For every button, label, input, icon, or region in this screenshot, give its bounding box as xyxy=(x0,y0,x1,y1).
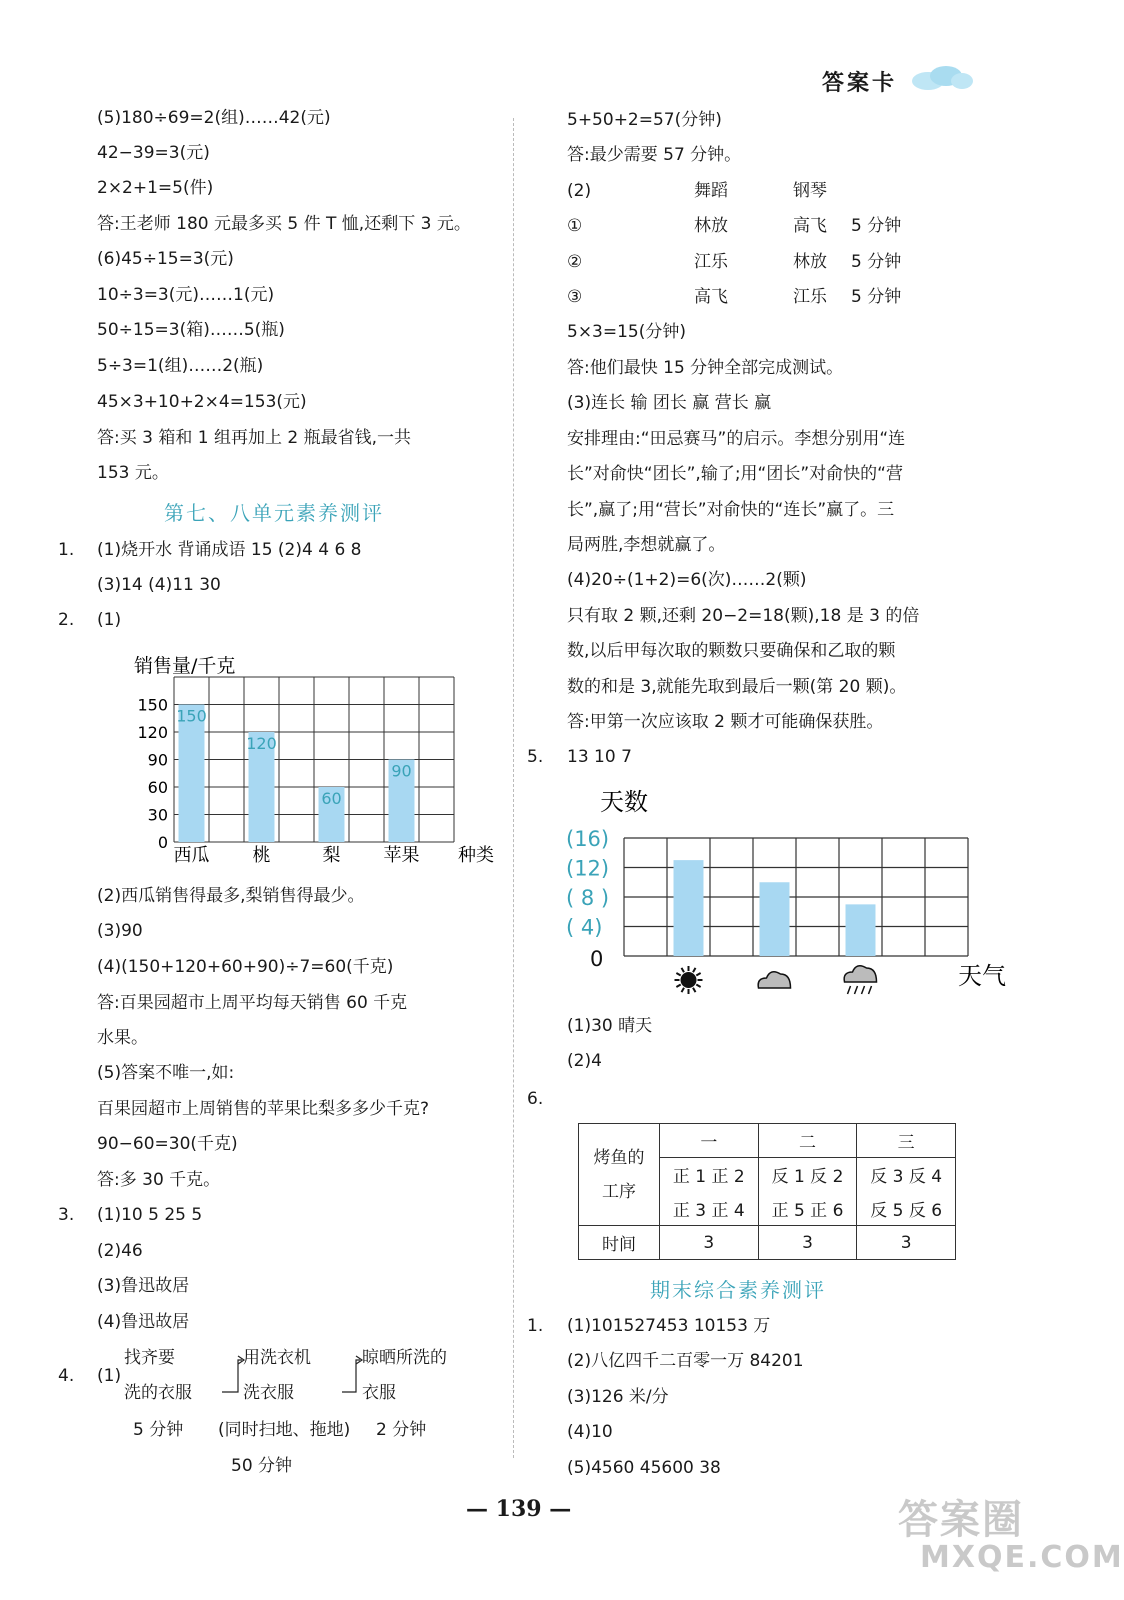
right-line-answer: 答:他们最快 15 分钟全部完成测试。 xyxy=(567,358,844,378)
round-2-piano: 林放 xyxy=(793,252,827,272)
q4-part4-answer: 答:甲第一次应该取 2 颗才可能确保获胜。 xyxy=(567,712,884,732)
left-line-9: 45×3+10+2×4=153(元) xyxy=(97,392,307,412)
header-title: 答案卡 xyxy=(822,71,898,96)
q5-part2: (2)4 xyxy=(567,1051,602,1071)
q1-number: 1. xyxy=(58,540,75,560)
q3-part3: (3)鲁迅故居 xyxy=(97,1276,190,1296)
final-q1-part4: (4)10 xyxy=(567,1422,613,1442)
left-line-1: (5)180÷69=2(组)……42(元) xyxy=(97,108,331,128)
q4-part4-line-3: 数的和是 3,就能先取到最后一颗(第 20 颗)。 xyxy=(567,677,907,697)
chart2-xlabel: 天气 xyxy=(958,962,1006,990)
round-3-number: ③ xyxy=(567,287,583,307)
q3-part4: (4)鲁迅故居 xyxy=(97,1312,190,1332)
chart1-xtick: 桃 xyxy=(252,845,271,866)
q2-answer4: 答:百果园超市上周平均每天销售 60 千克 xyxy=(97,993,408,1013)
header-dance: 舞蹈 xyxy=(694,181,728,201)
cloud-icon xyxy=(758,972,790,988)
reason-line-3: 长”,赢了;用“营长”对俞快的“连长”赢了。三 xyxy=(567,500,895,520)
table-col-2: 二 xyxy=(758,1124,857,1158)
chart1-ytick: 60 xyxy=(147,778,168,797)
q3-part1: (1)10 5 25 5 xyxy=(97,1205,203,1225)
chart1-data-label: 120 xyxy=(246,734,277,753)
round-2-dance: 江乐 xyxy=(694,252,728,272)
chart1-data-label: 150 xyxy=(176,706,207,726)
q6-number: 6. xyxy=(527,1089,544,1109)
q1-answer-b: (3)14 (4)11 30 xyxy=(97,575,221,595)
page-number: — 139 — xyxy=(466,1496,572,1522)
q2-number: 2. xyxy=(58,610,75,630)
chart1-xtick: 苹果 xyxy=(383,845,420,866)
left-line-4: 答:王老师 180 元最多买 5 件 T 恤,还剩下 3 元。 xyxy=(97,214,471,234)
reason-line-2: 长”对俞快“团长”,输了;用“团长”对俞快的“营 xyxy=(567,464,903,484)
right-line-calc: 5×3=15(分钟) xyxy=(567,322,687,342)
q3-number: 3. xyxy=(58,1205,75,1225)
watermark-logo-text: 答案圈 xyxy=(898,1497,1024,1543)
flow-step1-line2: 洗的衣服 xyxy=(124,1383,192,1403)
section-title-unit7-8: 第七、八单元素养测评 xyxy=(164,501,384,525)
right-line-1: 5+50+2=57(分钟) xyxy=(567,110,722,130)
chart1-ytick: 30 xyxy=(147,805,168,825)
chart2-bar-2 xyxy=(760,882,790,956)
round-3-time: 5 分钟 xyxy=(851,287,902,307)
final-q1-number: 1. xyxy=(527,1316,544,1336)
rain-drops-icon xyxy=(848,986,872,994)
left-line-2: 42−39=3(元) xyxy=(97,143,210,163)
fruit-sales-chart xyxy=(126,650,494,870)
q4-part4-line-1: 只有取 2 颗,还剩 20−2=18(颗),18 是 3 的倍 xyxy=(567,606,920,626)
table-time-label: 时间 xyxy=(579,1226,660,1260)
q5-part1: (1)30 晴天 xyxy=(567,1016,653,1036)
chart2-bar-3 xyxy=(846,904,876,956)
flow-arrows xyxy=(200,1352,370,1402)
left-line-8: 5÷3=1(组)……2(瓶) xyxy=(97,356,264,376)
round-1-piano: 高飞 xyxy=(793,216,827,236)
weather-days-chart xyxy=(560,782,1006,1002)
chart2-ytick: 0 xyxy=(590,947,604,971)
reason-line-4: 局两胜,李想就赢了。 xyxy=(567,535,726,555)
left-line-7: 50÷15=3(箱)……5(瓶) xyxy=(97,320,285,340)
table-cell-1-2: 反 1 反 2 xyxy=(758,1158,857,1192)
flow-step2-line1: 用洗衣机 xyxy=(243,1348,311,1368)
round-3-dance: 高飞 xyxy=(694,287,728,307)
left-line-11: 153 元。 xyxy=(97,463,169,483)
chart1-ytick: 120 xyxy=(137,723,168,742)
rain-icon xyxy=(844,966,876,982)
q2-part5-calc: 90−60=30(千克) xyxy=(97,1134,238,1154)
section-title-final: 期末综合素养测评 xyxy=(650,1278,826,1302)
q2-part5-answer: 答:多 30 千克。 xyxy=(97,1170,221,1190)
chart2-ytick: ( 4) xyxy=(566,915,603,940)
q4-part1: (1) xyxy=(97,1366,122,1386)
q2-part5-question: 百果园超市上周销售的苹果比梨多多少千克? xyxy=(97,1099,430,1119)
flow-time-3: 2 分钟 xyxy=(376,1420,427,1440)
round-3-piano: 江乐 xyxy=(793,287,827,307)
chart2-ytick: (12) xyxy=(566,856,610,881)
fish-grilling-table xyxy=(578,1123,956,1260)
table-cell-2-2: 正 5 正 6 xyxy=(758,1192,857,1226)
table-header-process-line2: 工序 xyxy=(602,1181,636,1202)
q2-part2: (2)西瓜销售得最多,梨销售得最少。 xyxy=(97,886,365,906)
cloud-decoration-icon xyxy=(908,64,974,92)
flow-step3-line2: 衣服 xyxy=(362,1383,396,1403)
round-2-time: 5 分钟 xyxy=(851,252,902,272)
table-time-2: 3 xyxy=(758,1226,857,1260)
q1-answer-a: (1)烧开水 背诵成语 15 (2)4 4 6 8 xyxy=(97,540,362,560)
q5-values: 13 10 7 xyxy=(567,747,632,767)
table-header-process-line1: 烤鱼的 xyxy=(593,1147,645,1168)
q2-answer4-cont: 水果。 xyxy=(97,1028,148,1048)
watermark xyxy=(880,1488,1124,1588)
round-1-time: 5 分钟 xyxy=(851,216,902,236)
chart1-ytick: 150 xyxy=(137,695,168,715)
chart2-bar-1 xyxy=(674,860,704,956)
q2-part3: (3)90 xyxy=(97,921,143,941)
flow-time-note: (同时扫地、拖地) xyxy=(218,1420,351,1440)
sun-icon xyxy=(675,966,703,994)
chart1-data-label: 90 xyxy=(391,761,412,781)
left-line-5: (6)45÷15=3(元) xyxy=(97,249,234,269)
chart1-ytick: 0 xyxy=(157,833,168,852)
flow-step1-line1: 找齐要 xyxy=(124,1348,175,1368)
q5-number: 5. xyxy=(527,747,544,767)
round-1-dance: 林放 xyxy=(694,216,728,236)
table-cell-1-3: 反 3 反 4 xyxy=(857,1158,956,1192)
right-line-2: 答:最少需要 57 分钟。 xyxy=(567,145,742,165)
table-cell-2-1: 正 3 正 4 xyxy=(660,1192,759,1226)
reason-line-1: 安排理由:“田忌赛马”的启示。李想分别用“连 xyxy=(567,429,906,449)
table-cell-1-1: 正 1 正 2 xyxy=(660,1158,759,1192)
final-q1-part1: (1)101527453 10153 万 xyxy=(567,1316,771,1336)
chart1-xtick: 西瓜 xyxy=(173,845,210,866)
q4-number: 4. xyxy=(58,1366,75,1386)
chart1-xtick: 梨 xyxy=(322,845,341,866)
chart1-data-label: 60 xyxy=(321,789,342,808)
chart2-ytick: (16) xyxy=(566,827,610,851)
q2-part5: (5)答案不唯一,如: xyxy=(97,1063,235,1083)
chart2-ytick: ( 8 ) xyxy=(566,886,610,910)
q4-part3: (3)连长 输 团长 赢 营长 赢 xyxy=(567,393,772,413)
q4-part4-line-2: 数,以后甲每次取的颗数只要确保和乙取的颗 xyxy=(567,641,896,661)
chart2-ylabel: 天数 xyxy=(600,788,648,816)
q4-part2-label: (2) xyxy=(567,181,592,201)
q4-part4-calc: (4)20÷(1+2)=6(次)……2(颗) xyxy=(567,570,807,590)
table-col-1: 一 xyxy=(660,1124,759,1158)
table-time-1: 3 xyxy=(660,1226,759,1260)
chart1-ylabel: 销售量/千克 xyxy=(134,655,236,677)
left-line-10: 答:买 3 箱和 1 组再加上 2 瓶最省钱,一共 xyxy=(97,428,412,448)
table-col-3: 三 xyxy=(857,1124,956,1158)
final-q1-part2: (2)八亿四千二百零一万 84201 xyxy=(567,1351,804,1371)
left-line-6: 10÷3=3(元)……1(元) xyxy=(97,285,275,305)
table-time-3: 3 xyxy=(857,1226,956,1260)
flow-time-1: 5 分钟 xyxy=(133,1420,184,1440)
table-cell-2-3: 反 5 反 6 xyxy=(857,1192,956,1226)
final-q1-part3: (3)126 米/分 xyxy=(567,1387,669,1407)
round-1-number: ① xyxy=(567,216,583,236)
q3-part2: (2)46 xyxy=(97,1241,143,1261)
flow-step3-line1: 晾晒所洗的 xyxy=(362,1348,447,1368)
round-2-number: ② xyxy=(567,252,583,272)
watermark-url: MXQE.COM xyxy=(920,1540,1124,1575)
header-piano: 钢琴 xyxy=(793,181,827,201)
column-divider xyxy=(513,118,514,1458)
chart1-ytick: 90 xyxy=(147,750,168,770)
flow-arrow-1 xyxy=(222,1360,242,1392)
flow-time-total: 50 分钟 xyxy=(231,1456,293,1476)
flow-arrow-2 xyxy=(342,1360,360,1392)
left-line-3: 2×2+1=5(件) xyxy=(97,178,214,198)
table-header-process xyxy=(579,1124,660,1226)
q2-part1: (1) xyxy=(97,610,122,630)
chart1-xlabel: 种类 xyxy=(458,845,494,866)
flow-step2-line2: 洗衣服 xyxy=(243,1383,294,1403)
q2-part4: (4)(150+120+60+90)÷7=60(千克) xyxy=(97,957,394,977)
final-q1-part5: (5)4560 45600 38 xyxy=(567,1458,721,1478)
